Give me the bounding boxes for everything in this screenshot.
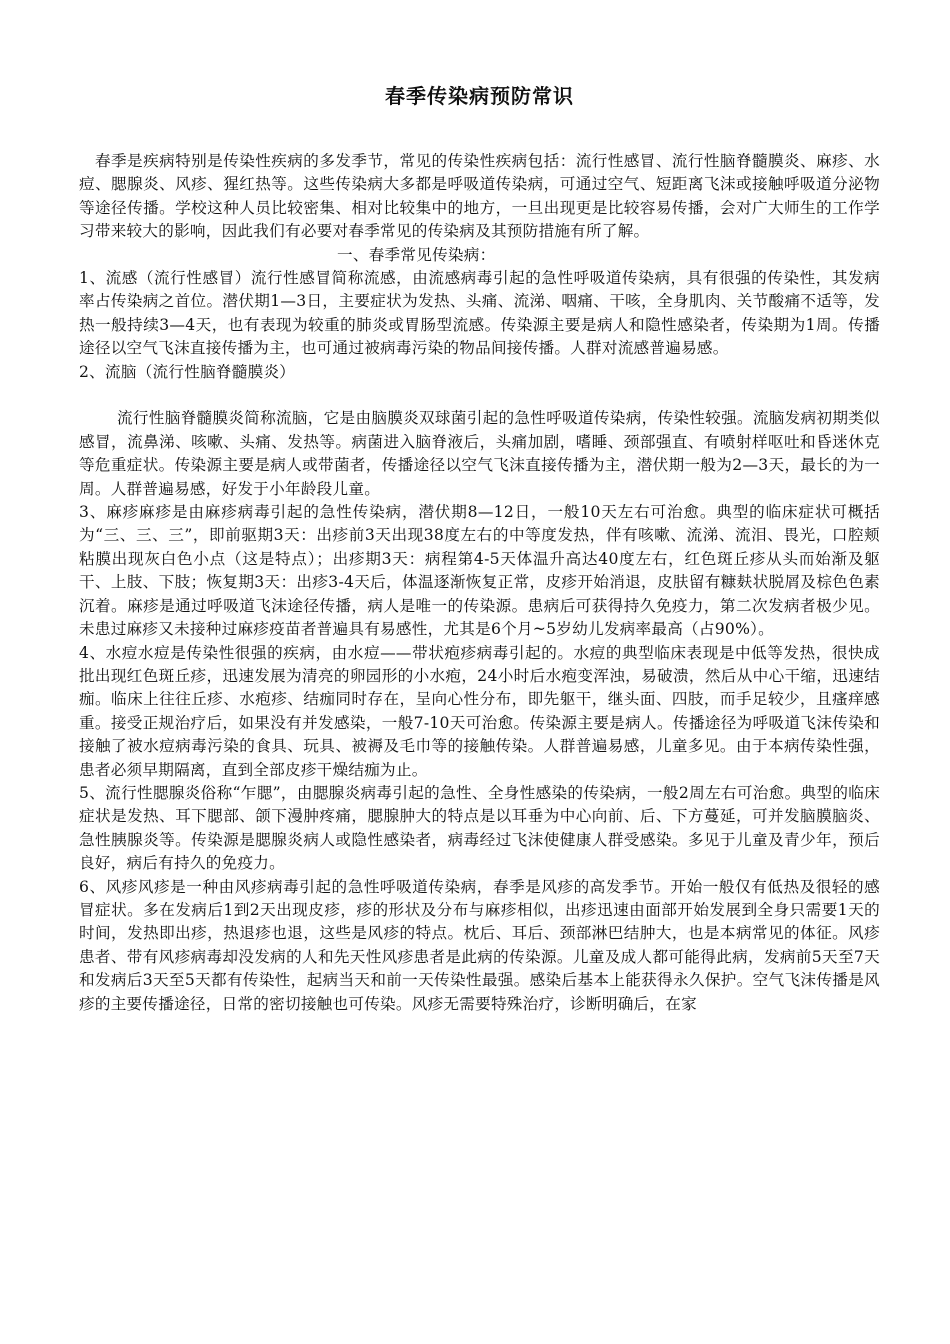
item-chickenpox: 4、水痘水痘是传染性很强的疾病，由水痘——带状疱疹病毒引起的。水痘的典型临床表现是中低等发热，很快成批出现红色斑丘疹，迅速发展为清亮的卵园形的小水疱，24小时后水疱变浑浊，易破溃，然后从中心干缩，迅速结痂。临床上往往丘疹、水疱疹、结痂同时存在，呈向心性分布，即先躯干，继头面、四肢，而手足较少，且瘙痒感重。接受正规治疗后，如果没有并发感染，一般7-10天可治愈。传染源主要是病人。传播途径为呼吸道飞沫传染和接触了被水痘病毒污染的食具、玩具、被褥及毛巾等的接触传染。人群普遍易感，儿童多见。由于本病传染性强，患者必须早期隔离，直到全部皮疹干燥结痂为止。 — [79, 643, 880, 779]
section-heading: 一、春季常见传染病： — [337, 245, 496, 264]
item-meningitis-heading: 2、流脑（流行性脑脊髓膜炎） — [79, 362, 296, 381]
document-title: 春季传染病预防常识 — [385, 84, 574, 108]
item-meningitis-body: 流行性脑脊髓膜炎简称流脑，它是由脑膜炎双球菌引起的急性呼吸道传染病，传染性较强。流脑发病初期类似感冒，流鼻涕、咳嗽、头痛、发热等。病菌进入脑脊液后，头痛加剧，嗜睡、颈部强直、有喷射样呕吐和昏迷休克等危重症状。传染源主要是病人或带菌者，传播途径以空气飞沫直接传播为主，潜伏期一般为2—3天，最长的为一周。人群普遍易感，好发于小年龄段儿童。 — [79, 409, 880, 498]
item-mumps: 5、流行性腮腺炎俗称“乍腮”，由腮腺炎病毒引起的急性、全身性感染的传染病，一般2周左右可治愈。典型的临床症状是发热、耳下腮部、颌下漫肿疼痛，腮腺肿大的特点是以耳垂为中心向前、后、下方蔓延，可并发脑膜脑炎、急性胰腺炎等。传染源是腮腺炎病人或隐性感染者，病毒经过飞沫使健康人群受感染。多见于儿童及青少年，预后良好，病后有持久的免疫力。 — [79, 783, 880, 873]
item-flu: 1、流感（流行性感冒）流行性感冒简称流感，由流感病毒引起的急性呼吸道传染病，具有很强的传染性，其发病率占传染病之首位。潜伏期1—3日，主要症状为发热、头痛、流涕、咽痛、干咳，全身肌肉、关节酸痛不适等，发热一般持续3—4天，也有表现为较重的肺炎或胃肠型流感。传染源主要是病人和隐性感染者，传染期为1周。传播途径以空气飞沫直接传播为主，也可通过被病毒污染的物品间接传播。人群对流感普遍易感。 — [79, 269, 880, 358]
intro-paragraph: 春季是疾病特别是传染性疾病的多发季节，常见的传染性疾病包括：流行性感冒、流行性脑脊髓膜炎、麻疹、水痘、腮腺炎、风疹、猩红热等。这些传染病大多都是呼吸道传染病，可通过空气、短距离飞沫或接触呼吸道分泌物等途径传播。学校这种人员比较密集、相对比较集中的地方，一旦出现更是比较容易传播，会对广大师生的工作学习带来较大的影响，因此我们有必要对春季常见的传染病及其预防措施有所了解。 — [79, 152, 880, 241]
item-measles: 3、麻疹麻疹是由麻疹病毒引起的急性传染病，潜伏期8—12日，一般10天左右可治愈。典型的临床症状可概括为“三、三、三”，即前驱期3天：出疹前3天出现38度左右的中等度发热，伴有咳嗽、流涕、流泪、畏光，口腔颊粘膜出现灰白色小点（这是特点）；出疹期3天：病程第4-5天体温升高达40度左右，红色斑丘疹从头而始渐及躯干、上肢、下肢；恢复期3天：出疹3-4天后，体温逐渐恢复正常，皮疹开始消退，皮肤留有糠麸状脱屑及棕色色素沉着。麻疹是通过呼吸道飞沫途径传播，病人是唯一的传染源。患病后可获得持久免疫力，第二次发病者极少见。未患过麻疹又未接种过麻疹疫苗者普遍具有易感性，尤其是6个月~5岁幼儿发病率最高（占90%）。 — [79, 503, 880, 639]
item-rubella: 6、风疹风疹是一种由风疹病毒引起的急性呼吸道传染病，春季是风疹的高发季节。开始一般仅有低热及很轻的感冒症状。多在发病后1到2天出现皮疹，疹的形状及分布与麻疹相似，出疹迅速由面部开始发展到全身只需要1天的时间，发热即出疹，热退疹也退，这些是风疹的特点。枕后、耳后、颈部淋巴结肿大，也是本病常见的体征。风疹患者、带有风疹病毒却没发病的人和先天性风疹患者是此病的传染源。儿童及成人都可能得此病，发病前5天至7天和发病后3天至5天都有传染性，起病当天和前一天传染性最强。感染后基本上能获得永久保护。空气飞沫传播是风疹的主要传播途径，日常的密切接触也可传染。风疹无需要特殊治疗，诊断明确后，在家 — [79, 877, 880, 1013]
blank-line — [79, 384, 880, 407]
